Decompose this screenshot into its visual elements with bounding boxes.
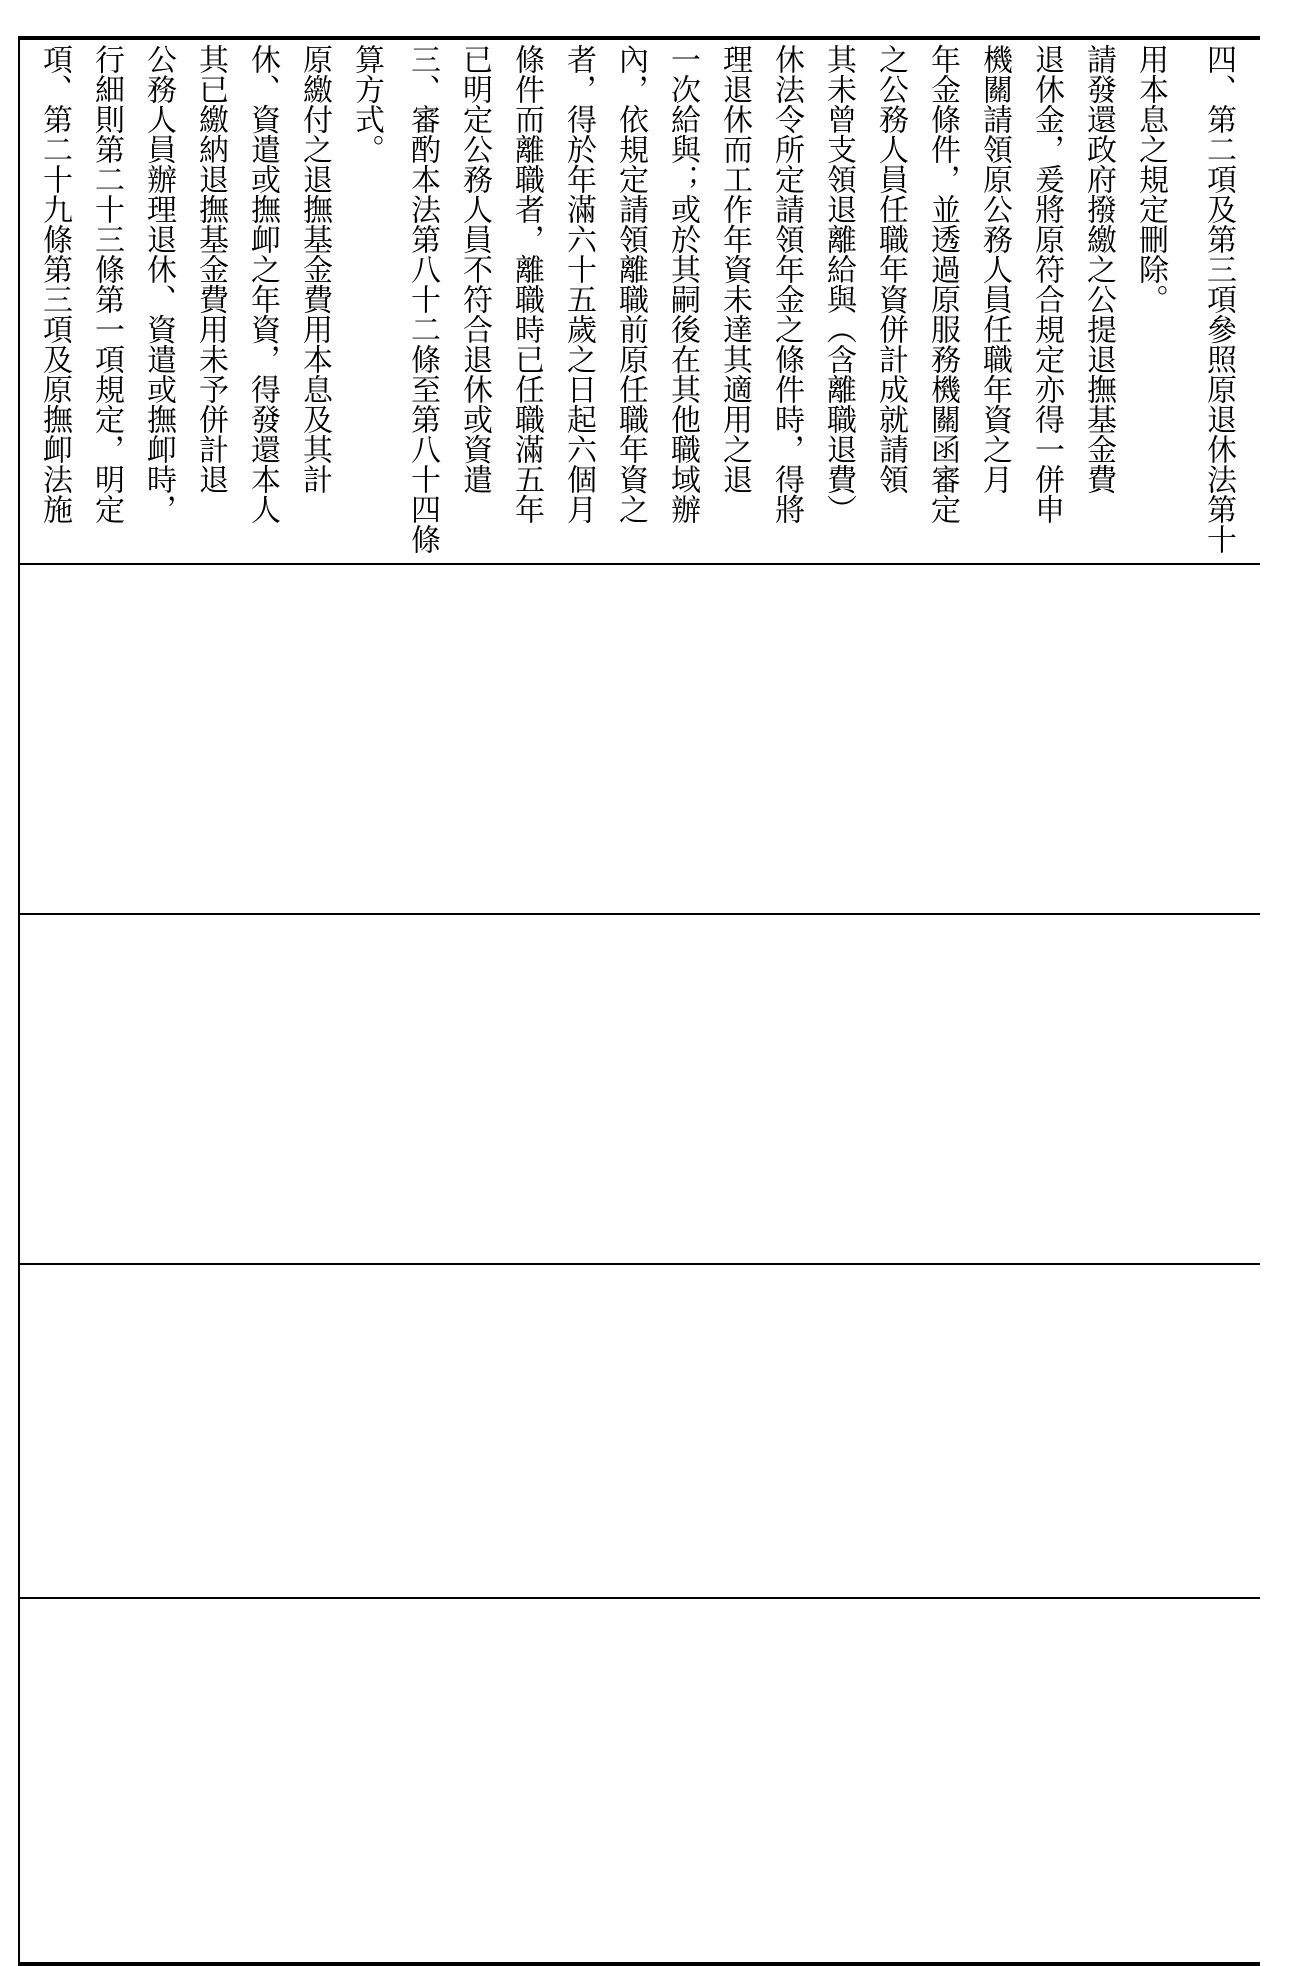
text-column: 其已繳納退撫基金費用未予併計退 [193, 44, 228, 494]
row-divider-4 [18, 1597, 1260, 1599]
text-column: 退休金，爰將原符合規定亦得一併申 [1029, 44, 1064, 524]
text-column: 休、資遣或撫卹之年資，得發還本人 [245, 44, 280, 524]
text-column: 公務人員辦理退休、資遣或撫卹時， [141, 44, 176, 524]
table-left-border [18, 38, 20, 1963]
text-column: 休法令所定請領年金之條件時，得將 [769, 44, 804, 524]
text-column: 請發還政府撥繳之公提退撫基金費 [1081, 44, 1116, 494]
text-column: 機關請領原公務人員任職年資之月 [977, 44, 1012, 494]
row-divider-2 [18, 913, 1260, 915]
text-column: 理退休而工作年資未達其適用之退 [717, 44, 752, 494]
text-column: 者，得於年滿六十五歲之日起六個月 [561, 44, 596, 524]
text-column: 四、第二項及第三項參照原退休法第十 [1201, 44, 1236, 554]
text-column: 之公務人員任職年資併計成就請領 [873, 44, 908, 494]
text-column: 行細則第二十三條第一項規定，明定 [89, 44, 124, 524]
text-column: 年金條件，並透過原服務機關函審定 [925, 44, 960, 524]
text-column: 其未曾支領退離給與（含離職退費） [821, 44, 856, 524]
text-column: 項、第二十九條第三項及原撫卹法施 [37, 44, 72, 524]
table-bottom-border [18, 1962, 1260, 1966]
text-column: 原繳付之退撫基金費用本息及其計 [297, 44, 332, 494]
text-column: 一次給與；或於其嗣後在其他職域辦 [665, 44, 700, 524]
text-column: 條件而離職者，離職時已任職滿五年 [509, 44, 544, 524]
text-column: 算方式。 [349, 44, 384, 164]
row-divider-3 [18, 1263, 1260, 1265]
text-column: 已明定公務人員不符合退休或資遣 [457, 44, 492, 494]
text-column: 三、審酌本法第八十二條至第八十四條 [405, 44, 440, 554]
text-column: 用本息之規定刪除。 [1133, 44, 1168, 314]
text-column: 內，依規定請領離職前原任職年資之 [613, 44, 648, 524]
table-top-border [18, 36, 1260, 40]
